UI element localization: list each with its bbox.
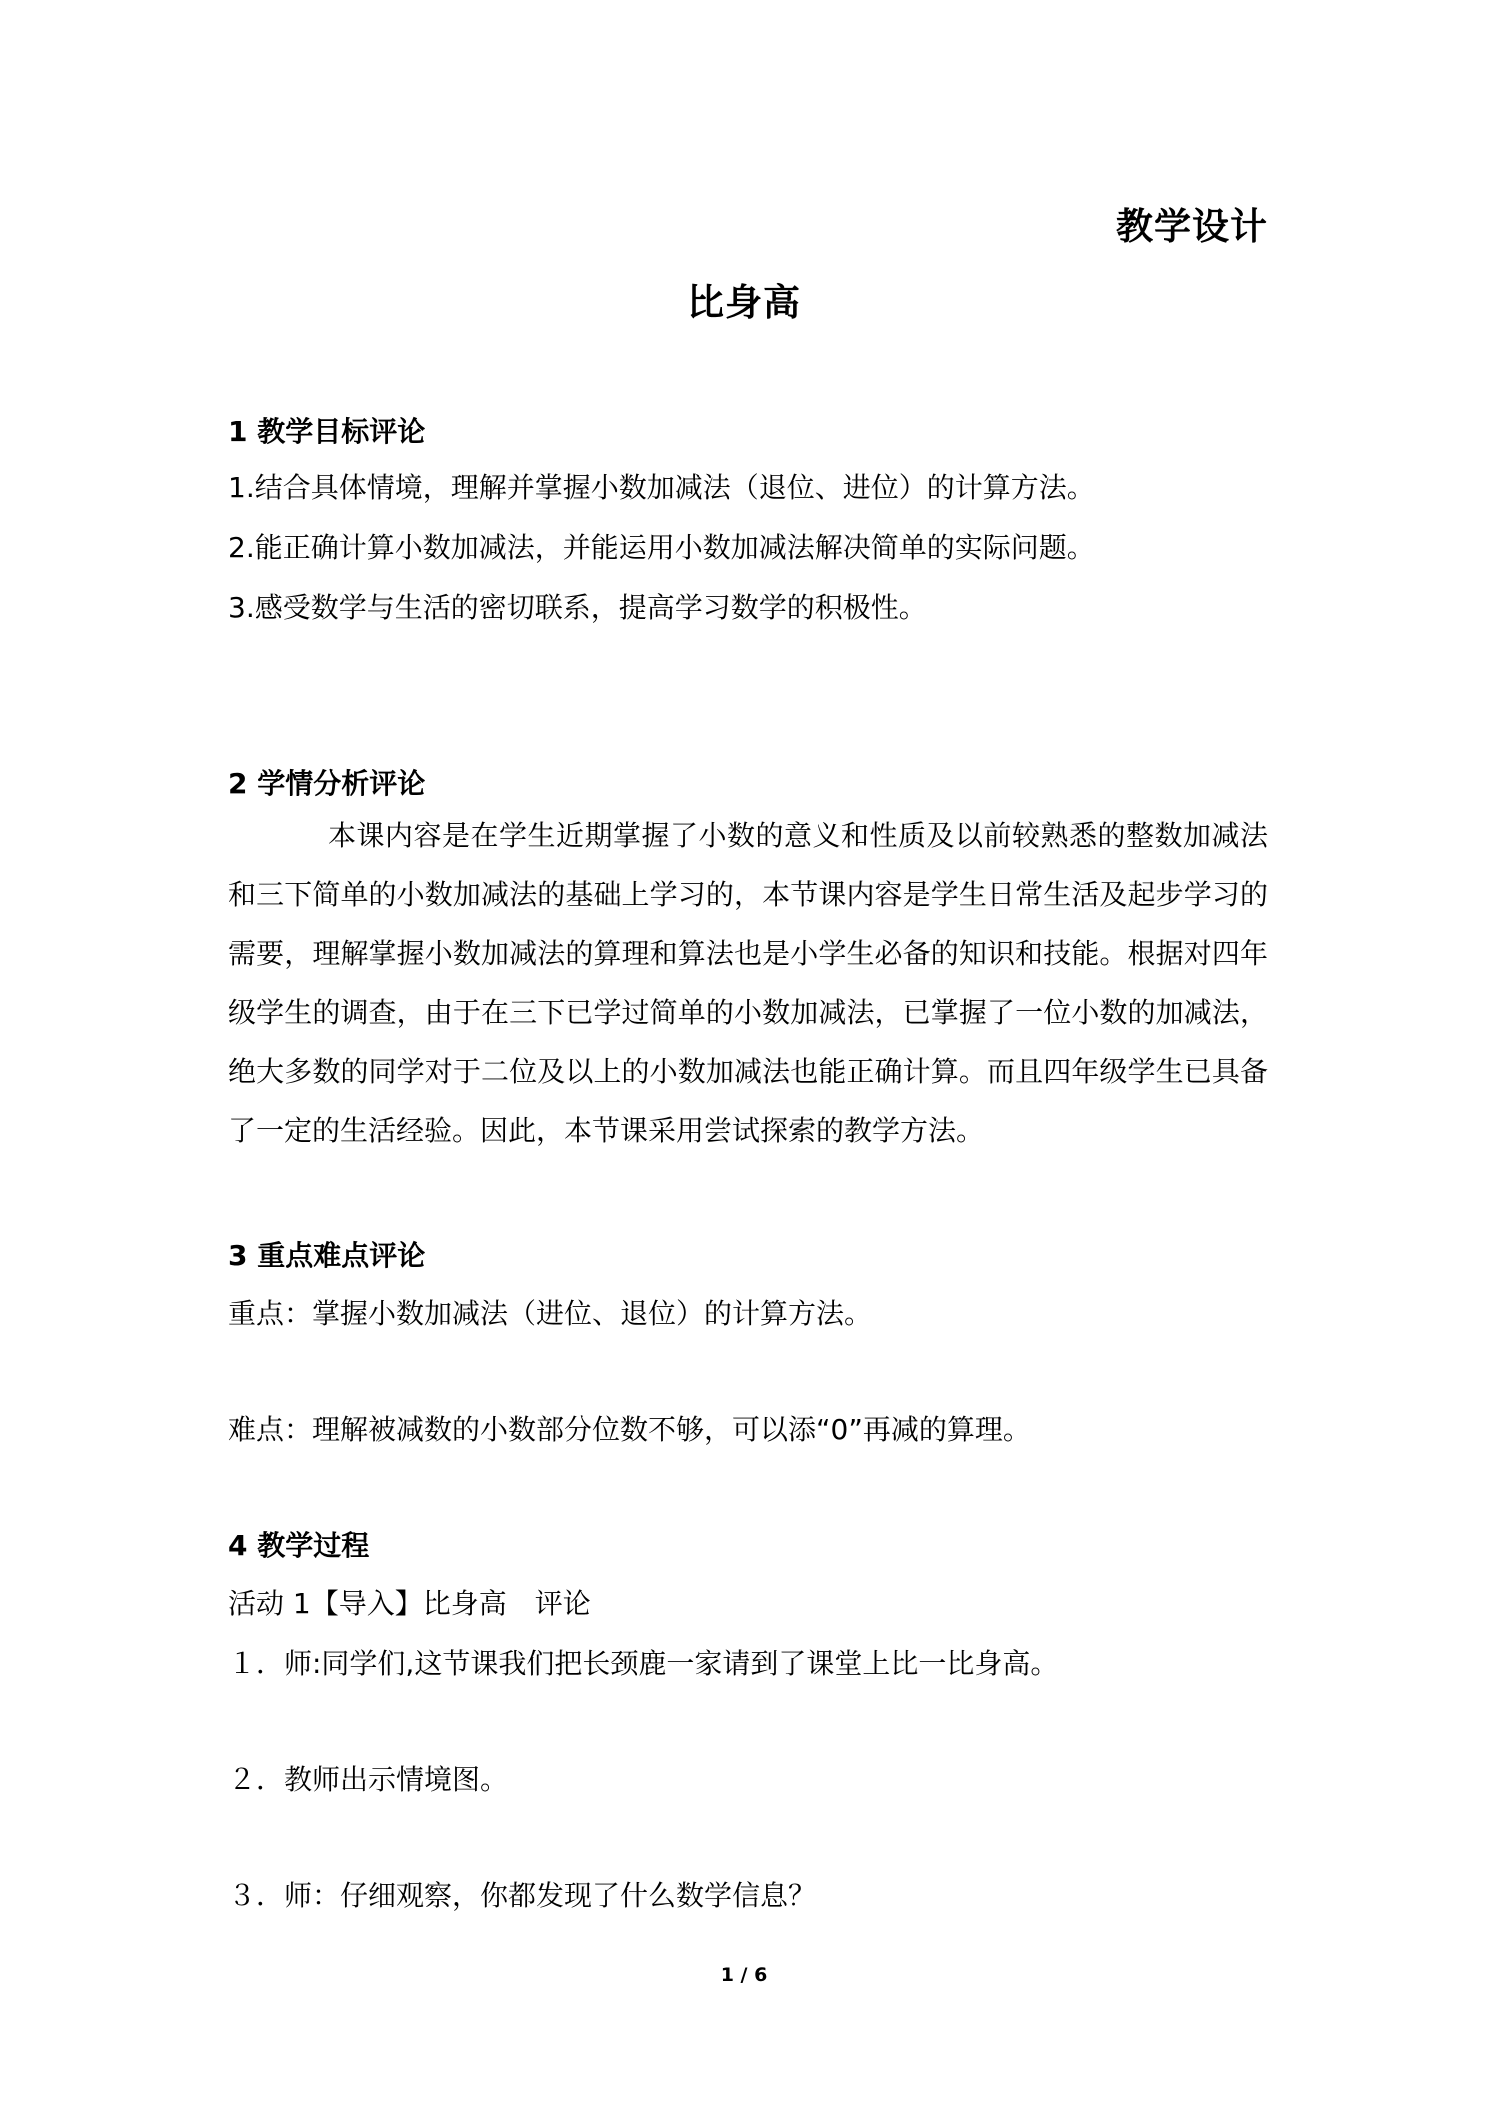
section-4-heading: 4 教学过程 [228, 1529, 370, 1562]
process-step-1: １．师:同学们,这节课我们把长颈鹿一家请到了课堂上比一比身高。 [228, 1647, 1059, 1680]
section-2-heading: 2 学情分析评论 [228, 767, 426, 800]
objective-item-2: 2.能正确计算小数加减法，并能运用小数加减法解决简单的实际问题。 [228, 531, 1095, 564]
activity-title: 活动 1【导入】比身高 评论 [228, 1587, 591, 1620]
lesson-title: 比身高 [687, 281, 801, 324]
key-point-text: 重点：掌握小数加减法（进位、退位）的计算方法。 [228, 1297, 873, 1330]
section-3-heading: 3 重点难点评论 [228, 1239, 426, 1272]
process-step-3: ３．师：仔细观察，你都发现了什么数学信息？ [228, 1879, 817, 1912]
page-number: 1 / 6 [720, 1964, 768, 1986]
student-analysis-paragraph: 本课内容是在学生近期掌握了小数的意义和性质及以前较熟悉的整数加减法和三下简单的小数加减法的基础上学习的，本节课内容是学生日常生活及起步学习的需要，理解掌握小数加减法的算理和算法也是小学生必备的知识和技能。根据对四年级学生的调查，由于在三下已学过简单的小数加减法，已掌握了一位小数的加减法，绝大多数的同学对于二位及以上的小数加减法也能正确计算。而且四年级学生已具备了一定的生活经验。因此，本节课采用尝试探索的教学方法。 [228, 819, 1268, 1147]
process-step-2: ２．教师出示情境图。 [228, 1763, 509, 1796]
difficulty-text: 难点：理解被减数的小数部分位数不够，可以添“0”再减的算理。 [228, 1413, 1031, 1446]
objective-item-1: 1.结合具体情境，理解并掌握小数加减法（退位、进位）的计算方法。 [228, 471, 1095, 504]
section-1-heading: 1 教学目标评论 [228, 415, 426, 448]
objective-item-3: 3.感受数学与生活的密切联系，提高学习数学的积极性。 [228, 591, 927, 624]
document-type-label: 教学设计 [1116, 205, 1268, 248]
